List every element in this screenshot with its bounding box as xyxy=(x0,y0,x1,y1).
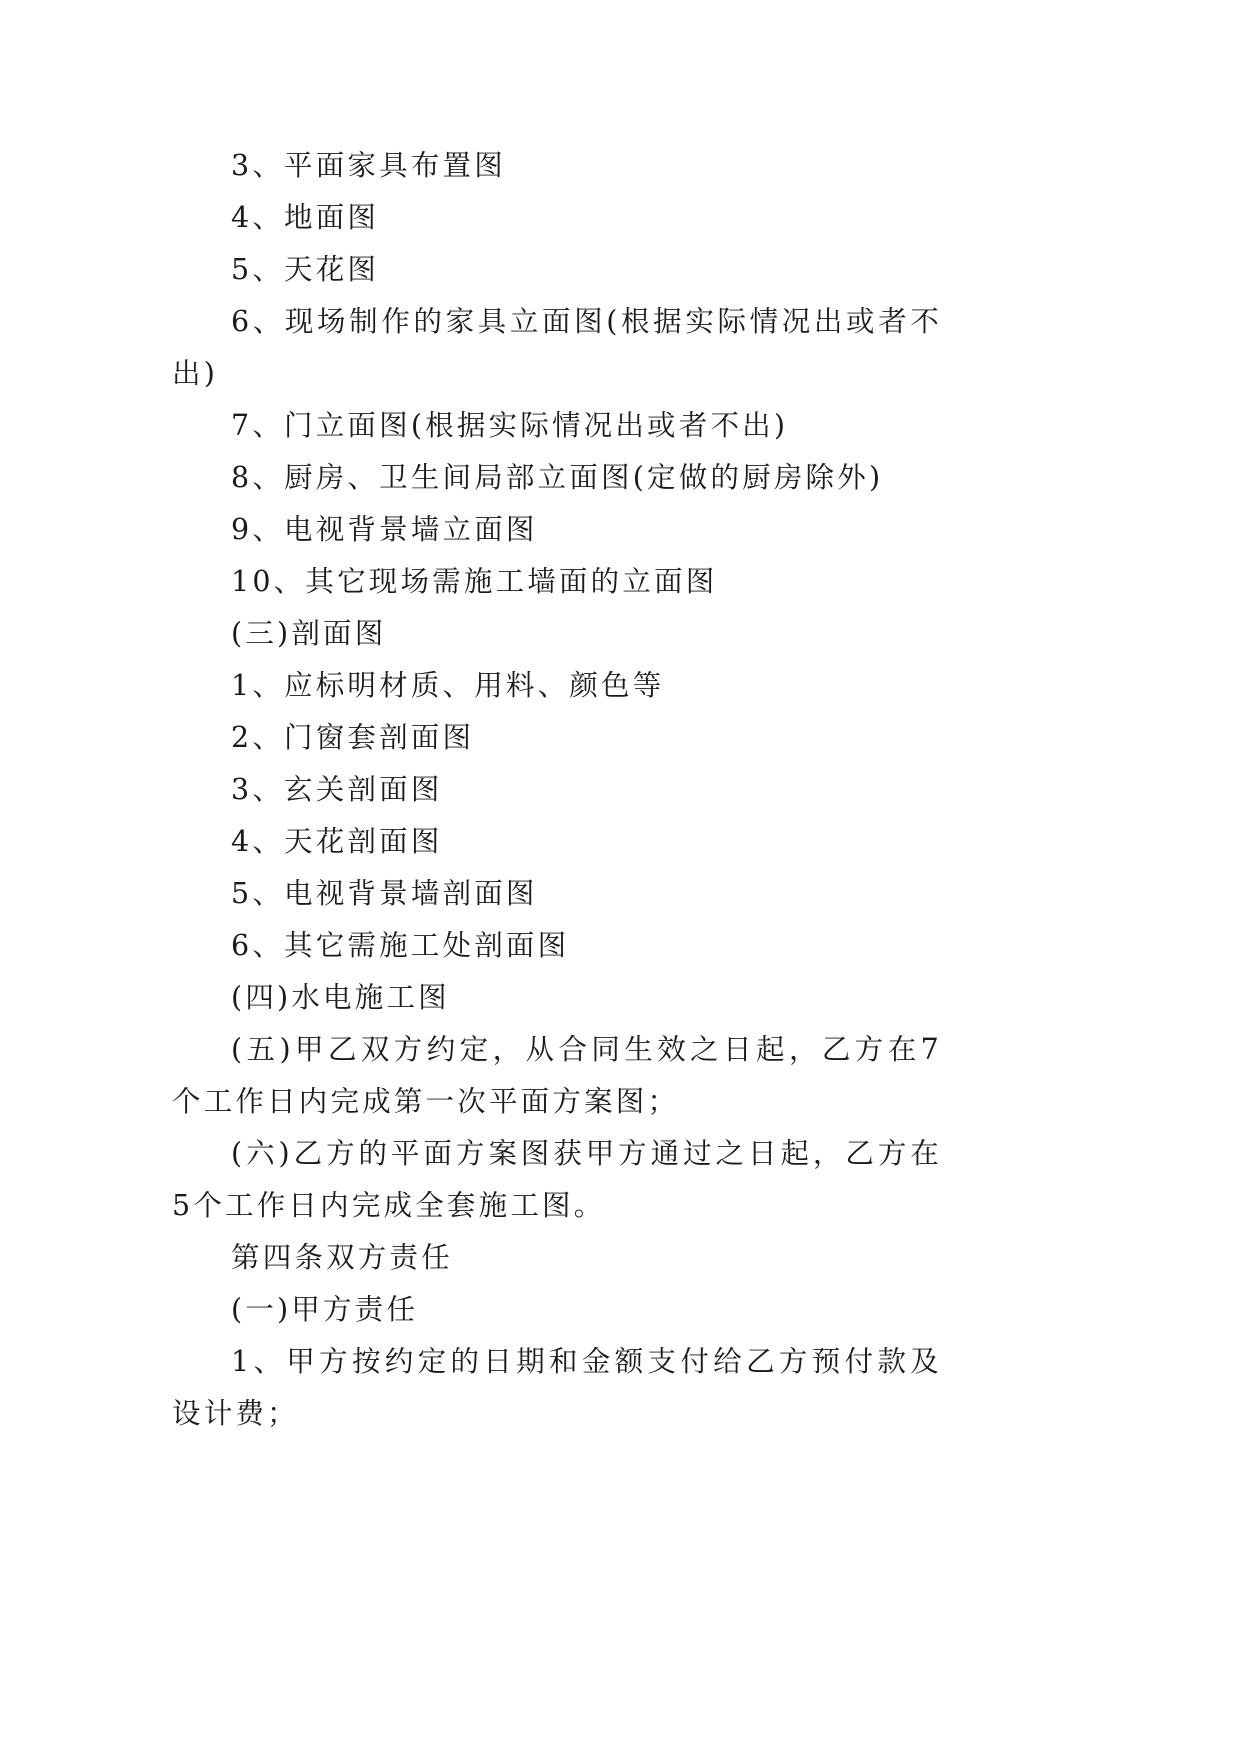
section-heading: (三)剖面图 xyxy=(231,617,387,650)
paragraph: 4、地面图 xyxy=(231,201,380,234)
paragraph: 8、厨房、卫生间局部立面图(定做的厨房除外) xyxy=(231,461,884,494)
paragraph: 1、应标明材质、用料、颜色等 xyxy=(231,669,665,702)
paragraph: 6、其它需施工处剖面图 xyxy=(231,929,570,962)
paragraph: 7、门立面图(根据实际情况出或者不出) xyxy=(231,409,789,442)
paragraph: 5、天花图 xyxy=(231,253,380,286)
section-heading: (一)甲方责任 xyxy=(231,1293,419,1326)
paragraph: (五)甲乙双方约定，从合同生效之日起，乙方在7个工作日内完成第一次平面方案图； xyxy=(172,1033,942,1118)
section-heading: (四)水电施工图 xyxy=(231,981,450,1014)
paragraph: 2、门窗套剖面图 xyxy=(231,721,475,754)
paragraph: 9、电视背景墙立面图 xyxy=(231,513,538,546)
paragraph: 3、平面家具布置图 xyxy=(231,149,506,182)
paragraph: 1、甲方按约定的日期和金额支付给乙方预付款及设计费； xyxy=(172,1345,942,1430)
paragraph: 5、电视背景墙剖面图 xyxy=(231,877,538,910)
article-heading: 第四条双方责任 xyxy=(231,1241,453,1274)
paragraph: 10、其它现场需施工墙面的立面图 xyxy=(231,565,718,598)
paragraph: 4、天花剖面图 xyxy=(231,825,443,858)
document-body xyxy=(172,140,942,1440)
paragraph: (六)乙方的平面方案图获甲方通过之日起，乙方在5个工作日内完成全套施工图。 xyxy=(172,1137,942,1222)
paragraph: 6、现场制作的家具立面图(根据实际情况出或者不出) xyxy=(172,305,942,390)
paragraph: 3、玄关剖面图 xyxy=(231,773,443,806)
